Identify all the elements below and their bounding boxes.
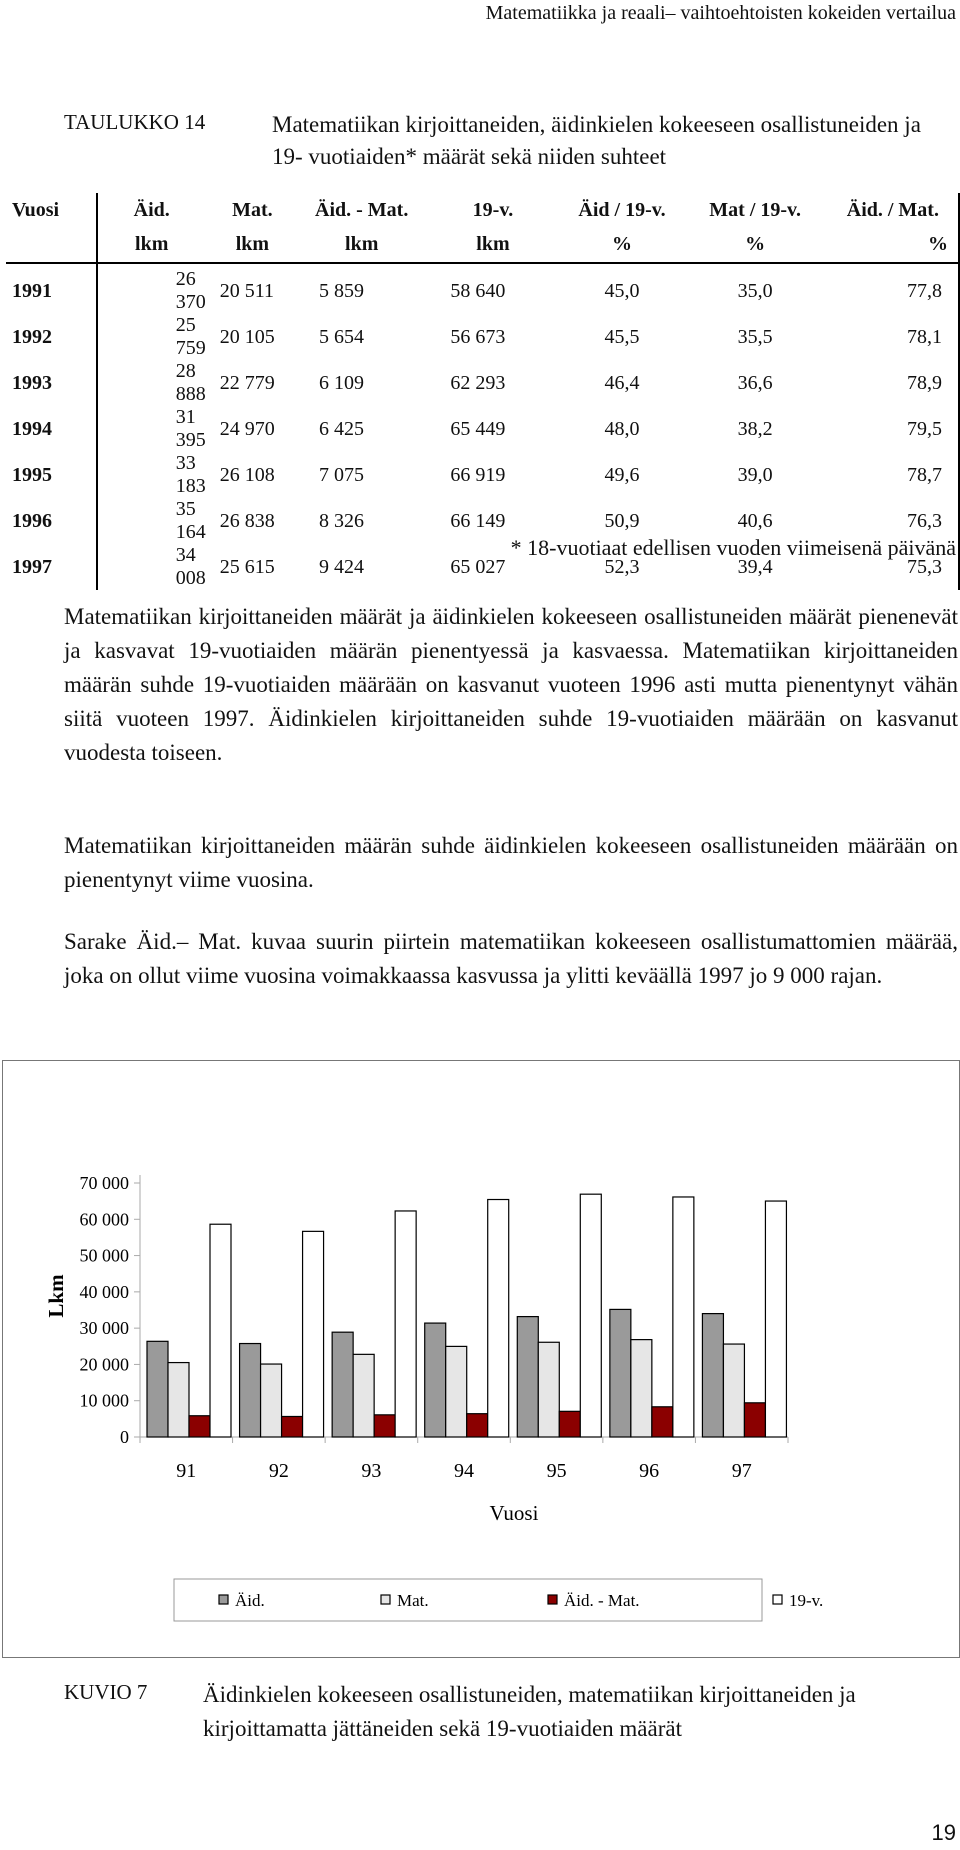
bar-3 <box>652 1407 673 1437</box>
table-row <box>6 452 959 498</box>
table-cell: 78,7 <box>828 452 959 498</box>
bar-2 <box>353 1354 374 1437</box>
column-header: Äid / 19-v. <box>578 199 666 221</box>
paragraph-2: Matematiikan kirjoittaneiden määrän suhde äidinkielen kokeeseen osallistuneiden määrään on pienentynyt viime vuosina. <box>64 833 958 892</box>
table-cell: 28 888 <box>97 360 206 406</box>
column-unit: lkm <box>299 226 424 263</box>
row-year: 1995 <box>12 463 52 486</box>
column-header: Mat. <box>232 199 273 221</box>
column-unit: % <box>562 226 683 263</box>
y-tick-label: 10 000 <box>79 1390 129 1411</box>
table-cell: 66 919 <box>450 463 506 486</box>
page-number: 19 <box>931 1820 956 1845</box>
bar-4 <box>673 1197 694 1437</box>
table-cell: 36,6 <box>737 371 773 394</box>
table-cell: 7 075 <box>319 463 364 486</box>
bar-4 <box>488 1200 509 1437</box>
table-cell: 56 673 <box>450 325 506 348</box>
table-cell: 33 183 <box>97 452 206 498</box>
column-header: Äid. - Mat. <box>315 199 409 221</box>
row-year: 1991 <box>12 279 52 302</box>
table-cell: 39,4 <box>737 555 773 578</box>
table-caption: Matematiikan kirjoittaneiden, äidinkielen kokeeseen osallistuneiden ja 19- vuotiaiden* määrät sekä niiden suhteet <box>272 112 921 169</box>
bar-3 <box>282 1416 303 1437</box>
bar-2 <box>261 1364 282 1437</box>
table-cell: 31 395 <box>97 406 206 452</box>
table-cell: 65 449 <box>450 417 506 440</box>
y-tick-label: 50 000 <box>79 1245 129 1266</box>
table-cell: 22 779 <box>219 371 275 394</box>
bar-3 <box>374 1415 395 1437</box>
legend-label: Mat. <box>397 1591 429 1610</box>
bar-4 <box>395 1211 416 1437</box>
table-row <box>6 406 959 452</box>
running-header: Matematiikka ja reaali– vaihtoehtoisten kokeiden vertailua <box>485 2 956 24</box>
column-header: Mat / 19-v. <box>709 199 801 221</box>
bar-1 <box>147 1341 168 1437</box>
bar-3 <box>559 1411 580 1437</box>
table-cell: 25 615 <box>219 555 275 578</box>
table-cell: 25 759 <box>97 314 206 360</box>
legend-swatch <box>773 1595 782 1604</box>
column-unit: lkm <box>424 226 561 263</box>
bar-1 <box>610 1309 631 1437</box>
column-header: Äid. / Mat. <box>828 193 959 226</box>
table-cell: 26 838 <box>219 509 275 532</box>
x-tick-label: 91 <box>176 1460 197 1482</box>
bar-2 <box>723 1344 744 1437</box>
legend-swatch <box>548 1595 557 1604</box>
paragraph-3: Sarake Äid.– Mat. kuvaa suurin piirtein matematiikan kokeeseen osallistumattomien määrää, joka on ollut viime vuosina voimakkaassa kasvussa ja ylitti keväällä 1997 jo 9 000 rajan. <box>64 929 958 988</box>
table-cell: 20 511 <box>219 279 274 302</box>
y-tick-label: 70 000 <box>79 1173 129 1193</box>
table-cell: 66 149 <box>450 509 506 532</box>
table-cell: 45,5 <box>604 325 640 348</box>
column-header: Äid. <box>97 193 206 226</box>
table-cell: 65 027 <box>450 555 506 578</box>
legend-label: Äid. <box>235 1591 265 1610</box>
x-tick-label: 96 <box>639 1460 660 1482</box>
bar-2 <box>446 1346 467 1437</box>
bar-3 <box>467 1414 488 1437</box>
x-axis-title: Vuosi <box>489 1501 539 1525</box>
column-unit <box>6 226 97 263</box>
table-cell: 50,9 <box>604 509 640 532</box>
legend-swatch <box>219 1595 228 1604</box>
table-label: TAULUKKO 14 <box>64 110 206 134</box>
table-cell: 5 859 <box>319 279 364 302</box>
legend-label: Äid. - Mat. <box>564 1591 640 1610</box>
bar-4 <box>210 1224 231 1437</box>
bar-1 <box>332 1332 353 1437</box>
column-header: 19-v. <box>472 199 514 221</box>
bar-3 <box>189 1416 210 1437</box>
chart-frame <box>2 1060 960 1658</box>
bar-2 <box>168 1363 189 1437</box>
table-cell: 48,0 <box>604 417 640 440</box>
table-cell: 58 640 <box>450 279 506 302</box>
table-cell: 26 370 <box>97 263 206 314</box>
figure-caption: Äidinkielen kokeeseen osallistuneiden, matematiikan kirjoittaneiden ja kirjoittamatta jättäneiden sekä 19-vuotiaiden määrät <box>203 1682 856 1741</box>
bar-4 <box>580 1194 601 1437</box>
column-unit: lkm <box>97 226 206 263</box>
y-tick-label: 0 <box>120 1427 129 1447</box>
bar-1 <box>240 1344 261 1437</box>
bar-3 <box>744 1403 765 1437</box>
table-row <box>6 263 959 314</box>
bar-1 <box>702 1314 723 1437</box>
table-cell: 6 109 <box>319 371 364 394</box>
x-tick-label: 93 <box>361 1460 382 1482</box>
column-unit: lkm <box>206 226 299 263</box>
table-cell: 35,5 <box>737 325 773 348</box>
table-cell: 35 164 <box>97 498 206 544</box>
column-unit: % <box>828 226 959 263</box>
table-cell: 8 326 <box>319 509 364 532</box>
row-year: 1992 <box>12 325 52 348</box>
table-cell: 75,3 <box>828 544 959 590</box>
bar-1 <box>517 1317 538 1437</box>
table-cell: 20 105 <box>219 325 275 348</box>
row-year: 1993 <box>12 371 52 394</box>
y-tick-label: 60 000 <box>79 1209 129 1230</box>
bar-2 <box>538 1342 559 1437</box>
statistics-table <box>6 193 960 590</box>
y-tick-label: 30 000 <box>79 1318 129 1339</box>
table-cell: 46,4 <box>604 371 640 394</box>
table-cell: 6 425 <box>319 417 364 440</box>
table-cell: 78,1 <box>828 314 959 360</box>
bar-1 <box>425 1323 446 1437</box>
figure-label: KUVIO 7 <box>64 1680 148 1704</box>
column-unit: % <box>683 226 828 263</box>
table-cell: 45,0 <box>604 279 640 302</box>
table-cell: 62 293 <box>450 371 506 394</box>
table-cell: 9 424 <box>319 555 364 578</box>
y-axis-title: Lkm <box>44 1274 68 1318</box>
table-cell: 5 654 <box>319 325 364 348</box>
y-tick-label: 40 000 <box>79 1281 129 1302</box>
x-tick-label: 92 <box>268 1460 289 1482</box>
table-cell: 39,0 <box>737 463 773 486</box>
table-cell: 26 108 <box>219 463 275 486</box>
table-cell: 35,0 <box>737 279 773 302</box>
table-cell: 34 008 <box>97 544 206 590</box>
row-year: 1996 <box>12 509 52 532</box>
row-year: 1994 <box>12 417 52 440</box>
table-footnote: * 18-vuotiaat edellisen vuoden viimeisenä päivänä <box>510 535 956 560</box>
x-tick-label: 95 <box>546 1460 567 1482</box>
bar-4 <box>303 1231 324 1437</box>
bar-2 <box>631 1340 652 1437</box>
bar-4 <box>765 1201 786 1437</box>
table-cell: 40,6 <box>737 509 773 532</box>
legend-label: 19-v. <box>789 1591 824 1610</box>
y-tick-label: 20 000 <box>79 1354 129 1375</box>
x-tick-label: 94 <box>454 1460 474 1482</box>
table-cell: 79,5 <box>828 406 959 452</box>
table-cell: 76,3 <box>828 498 959 544</box>
table-cell: 49,6 <box>604 463 640 486</box>
table-row <box>6 360 959 406</box>
row-year: 1997 <box>12 555 52 578</box>
paragraph-1: Matematiikan kirjoittaneiden määrät ja äidinkielen kokeeseen osallistuneiden määrät pienenevät ja kasvavat 19-vuotiaiden määrän pienentyessä ja kasvaessa. Matematiikan kirjoittaneiden määrän suhde 19-vuotiaiden määrään on kasvanut vuoteen 1996 asti mutta pienentynyt vähän siitä vuoteen 1997. Äidinkielen kirjoittaneiden suhde 19-vuotiaiden määrään on kasvanut vuodesta toiseen. <box>64 604 958 765</box>
table-row <box>6 314 959 360</box>
table-cell: 24 970 <box>219 417 275 440</box>
legend-swatch <box>381 1595 390 1604</box>
column-header: Vuosi <box>12 199 60 221</box>
table-cell: 52,3 <box>604 555 640 578</box>
table-cell: 38,2 <box>737 417 773 440</box>
table-cell: 77,8 <box>828 263 959 314</box>
table-cell: 78,9 <box>828 360 959 406</box>
x-tick-label: 97 <box>731 1460 752 1482</box>
bar-chart <box>3 1061 959 1657</box>
